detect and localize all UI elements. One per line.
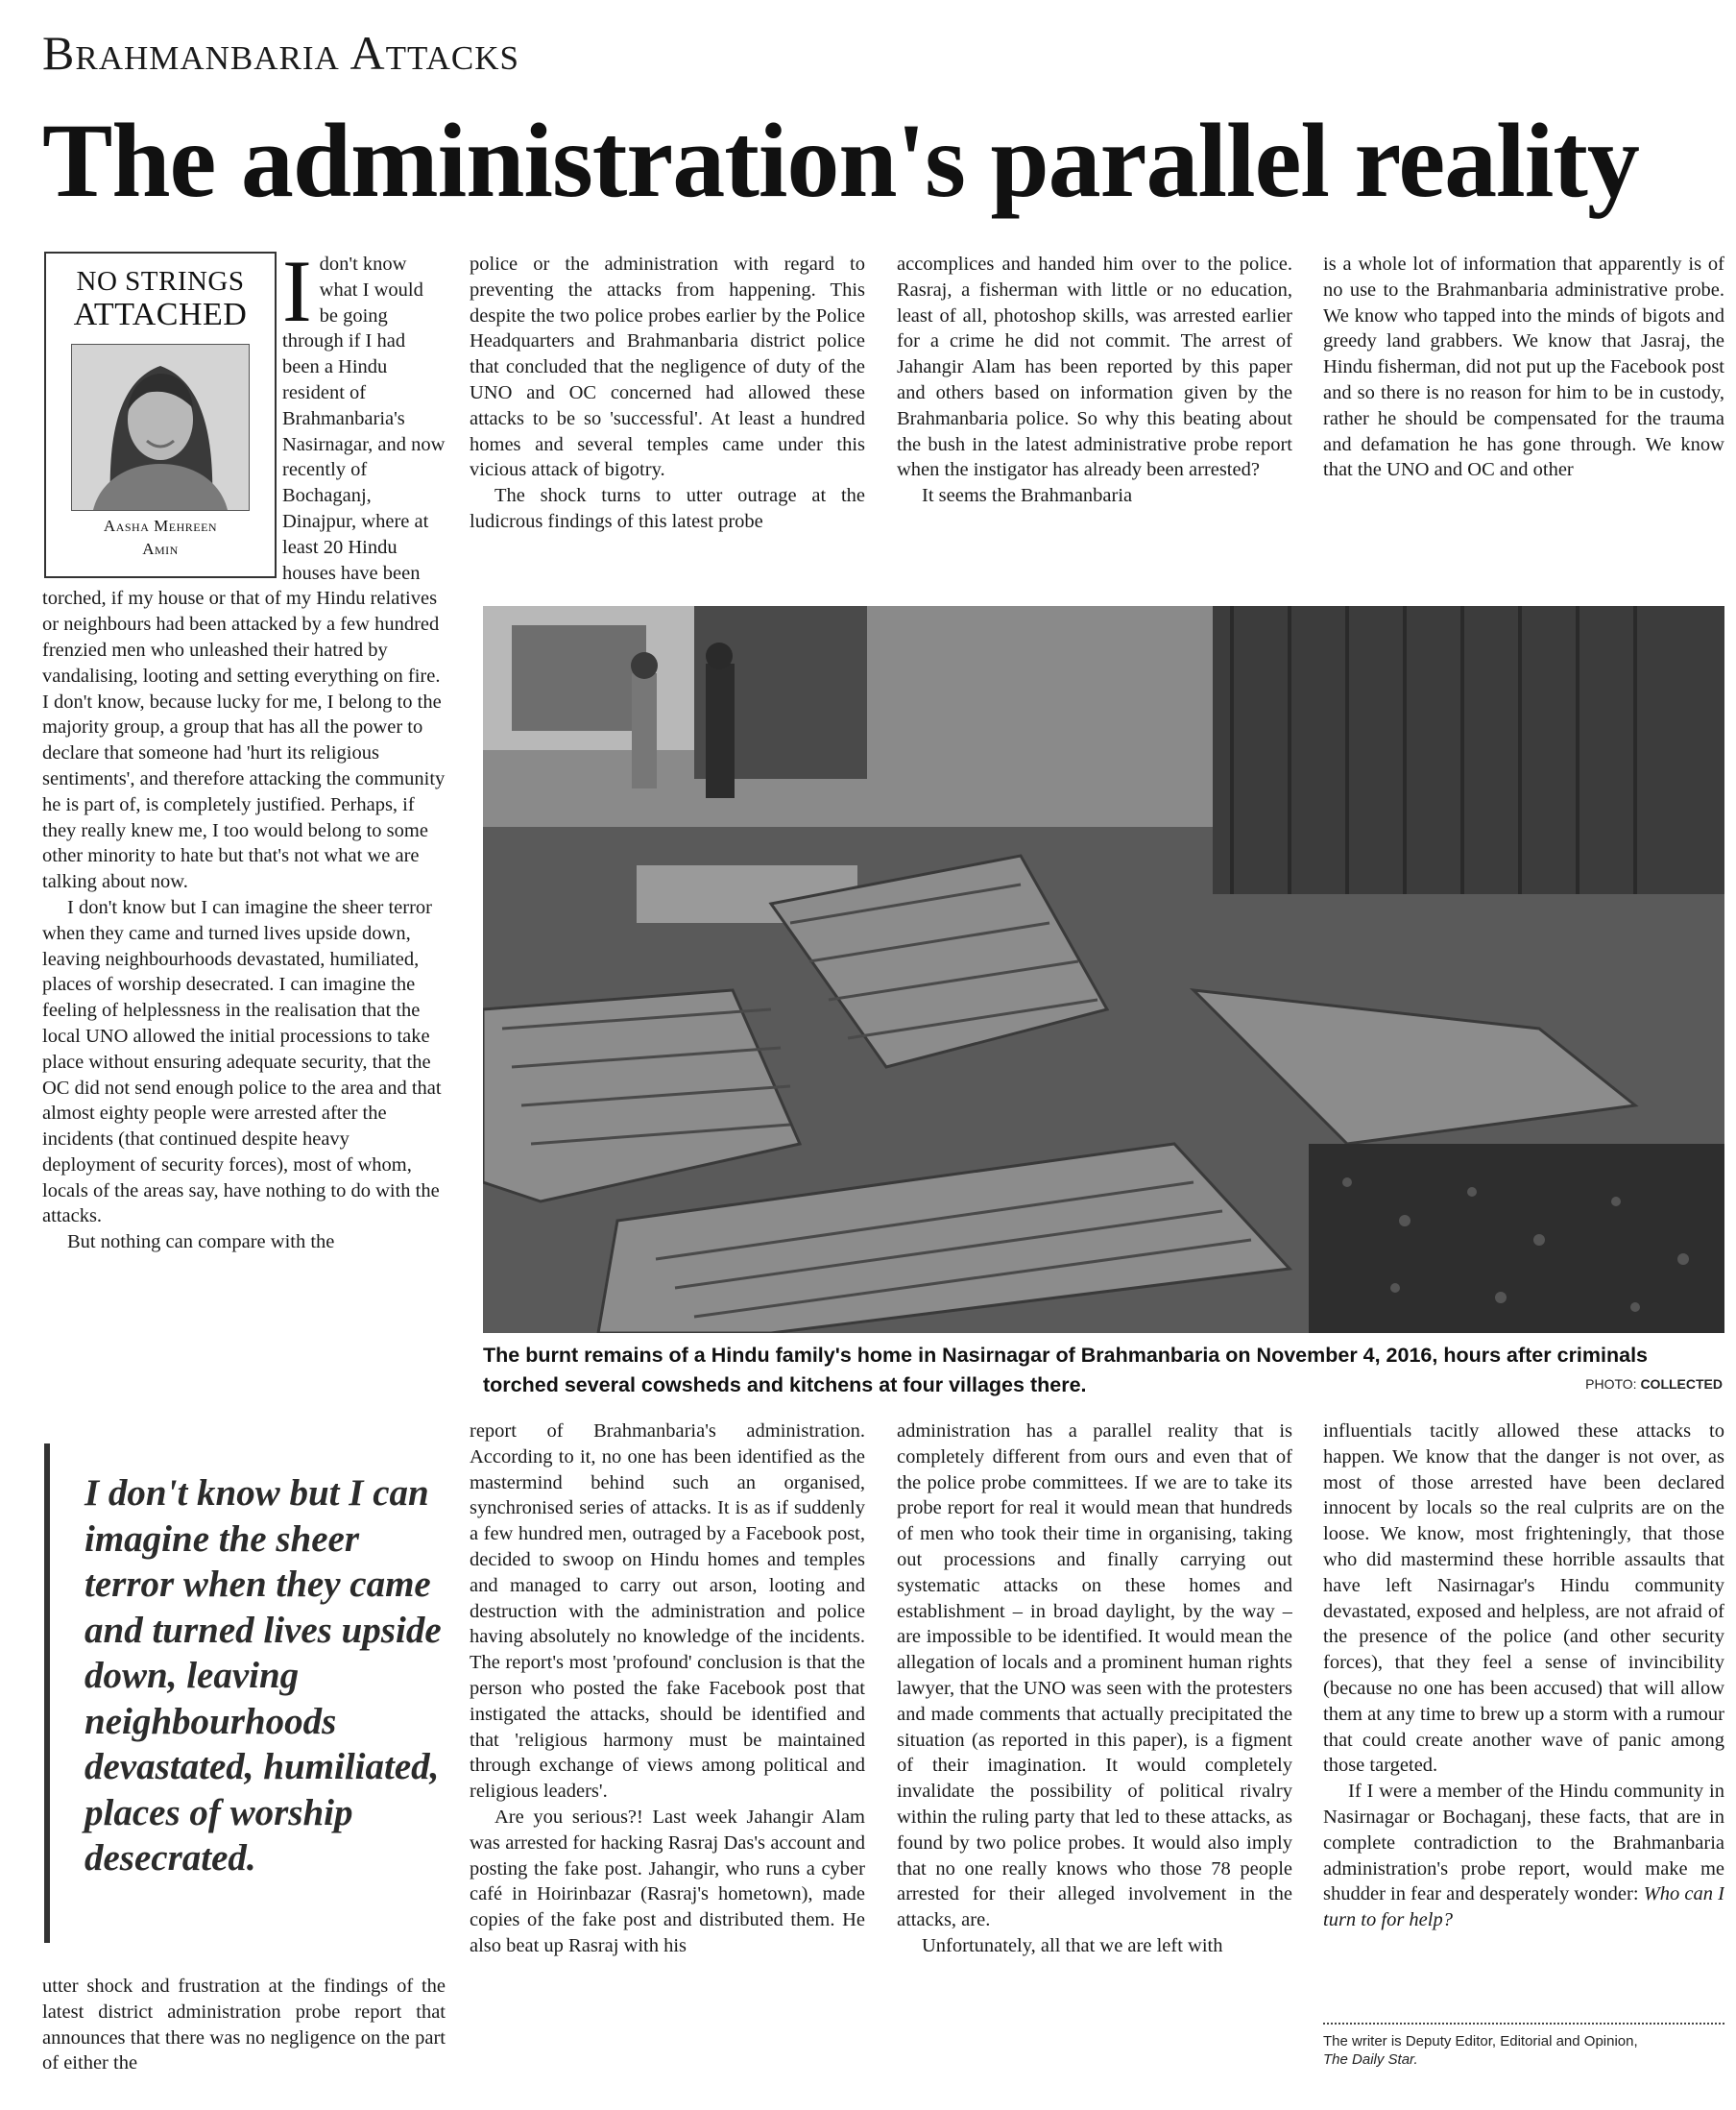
col3-bottom-paragraph-1: administration has a parallel reality that is completely different from ours and even that of the police probe committees. If we are to take its probe report for real it would mean that hundreds of men who took their time in organising, taking out processions and finally carrying out systematic attacks on these homes and establishment – in broad daylight, by the way – are impossible to be identified. It would mean the allegation of locals and a prominent human rights lawyer, that the UNO was seen with the protesters and made comments that actually precipitated the situation (as reported in this paper), is a figment of their imagination. It would completely invalidate the possibility of political rivalry within the ruling party that led to these attacks, as found by two police probes. It would also imply that no one really knows who those 78 people arrested for their alleged involvement in the attacks, are. xyxy=(897,1420,1292,1931)
writer-note-lead: The writer is Deputy Editor, Editorial and Opinion, xyxy=(1323,2033,1638,2049)
lead-paragraph-3: But nothing can compare with the xyxy=(67,1231,335,1253)
closing-question: Who can I turn to for help? xyxy=(1323,1883,1724,1931)
author-name xyxy=(46,515,275,561)
writer-note-publication: The Daily Star. xyxy=(1323,2051,1418,2068)
writer-note xyxy=(1323,2032,1724,2069)
drop-cap: I xyxy=(282,242,312,340)
pull-quote-text: I don't know but I can imagine the sheer terror when they came and turned lives upside down, leaving neighbourhoods devastated, humiliated, places of worship desecrated. xyxy=(84,1472,442,1879)
column-4-top xyxy=(1323,252,1724,559)
column-name-line-2: ATTACHED xyxy=(73,297,248,332)
writer-note-divider xyxy=(1323,2023,1724,2025)
col2-bottom-paragraph-1: report of Brahmanbaria's administration. According to it, no one has been identified as the mastermind behind such an organised, synchronised series of attacks. It is as if suddenly a few hundred men, outraged by a Facebook post, decided to swoop on Hindu homes and temples and managed to carry out arson, looting and destruction with the administration and police having absolutely no knowledge of the incidents. The report's most 'profound' conclusion is that the person who posted the fake Facebook post that instigated the attacks, should be identified and that 'religious harmony must be maintained through exchange of views among political and religious leaders'. xyxy=(470,1420,865,1803)
photo-caption: The burnt remains of a Hindu family's home in Nasirnagar of Brahmanbaria on November 4, 2016, hours after criminals torched several cowsheds and kitchens at four villages there. xyxy=(483,1344,1649,1396)
section-kicker: Brahmanbaria Attacks xyxy=(42,26,519,80)
col4-bottom-paragraph-2 xyxy=(1323,1779,1724,1933)
lead-paragraph-2: I don't know but I can imagine the sheer terror when they came and turned lives upside down, leaving neighbourhoods devastated, humiliated, places of worship desecrated. I can imagine the feeling of helplessness in the realisation that the local UNO allowed the initial processions to take place without ensuring adequate security, that the OC did not send enough police to the area and that almost eighty people were arrested after the incidents (that continued despite heavy deployment of security forces), most of whom, locals of the areas say, have nothing to do with the attacks. xyxy=(42,896,442,1227)
col2-top-paragraph-2: The shock turns to utter outrage at the ludicrous findings of this latest probe xyxy=(470,485,865,532)
col2-top-paragraph-1: police or the administration with regard to preventing the attacks from happening. This despite the two police probes earlier by the Police Headquarters and Brahmanbaria district police that concluded that the negligence of duty of the UNO and OC concerned had allowed these attacks to be so 'successful'. At least a hundred homes and several temples came under this vicious attack of bigotry. xyxy=(470,254,865,481)
col3-top-paragraph-2: It seems the Brahmanbaria xyxy=(922,485,1133,507)
col4-bottom-paragraph-2-text: If I were a member of the Hindu community in Nasirnagar or Bochaganj, these facts, that are in complete contradiction to the Brahmanbaria administration's probe report, would make me shudder in fear and desperately wonder: xyxy=(1323,1781,1724,1905)
column-3-top xyxy=(897,252,1292,559)
author-name-line-1: Aasha Mehreen xyxy=(103,517,218,535)
column-3-bottom xyxy=(897,1419,1292,2072)
photo-credit-source: COLLECTED xyxy=(1640,1376,1723,1392)
author-name-line-2: Amin xyxy=(142,540,179,558)
lead-paragraph-1-text: don't know what I would be going through if I had been a Hindu resident of Brahmanbaria's Nasirnagar, and now recently of Bochaganj, Dinajpur, where at least 20 Hindu houses have been torched, if my house or that of my Hindu relatives or neighbours had been attacked by a few hundred frenzied men who unleashed their hatred by vandalising, looting and setting everything on fire. I don't know, because lucky for me, I belong to the majority group, a group that has all the power to declare that someone had 'hurt its religious sentiments', and therefore attacking the community he is part of, is completely justified. Perhaps, if they really knew me, I too would belong to some other minority to hate but that's not what we are talking about now. xyxy=(42,254,446,893)
col3-bottom-paragraph-2: Unfortunately, all that we are left with xyxy=(922,1934,1223,1956)
column-4-bottom xyxy=(1323,1419,1724,2004)
col3-top-paragraph-1: accomplices and handed him over to the police. Rasraj, a fisherman with little or no education, least of all, photoshop skills, was arrested earlier for a crime he did not commit. The arrest of Jahangir Alam has been reported by this paper and others based on information given by the Brahmanbaria police. So why this beating about the bush in the latest administrative probe report when the instigator has already been arrested? xyxy=(897,254,1292,481)
column-2-top xyxy=(470,252,865,559)
photo-credit xyxy=(1585,1376,1723,1392)
column-2-bottom xyxy=(470,1419,865,2072)
column-name-line-1: NO STRINGS xyxy=(76,266,245,297)
photo-credit-label: PHOTO: xyxy=(1585,1376,1641,1392)
col2-bottom-paragraph-2: Are you serious?! Last week Jahangir Alam was arrested for hacking Rasraj Das's account and posting the fake post. Jahangir, who runs a cyber café in Hoirinbazar (Rasraj's hometown), made copies of the fake post and distributed them. He also beat up Rasraj with his xyxy=(470,1806,865,1956)
column-1-bottom: utter shock and frustration at the findings of the latest district administration probe report that announces that there was no negligence on the part of either the xyxy=(42,1976,446,2074)
column-name xyxy=(46,267,275,334)
article-photo xyxy=(483,606,1724,1333)
headline: The administration's parallel reality xyxy=(42,102,1639,219)
author-photo xyxy=(71,344,250,511)
column-box xyxy=(44,252,277,578)
col4-bottom-paragraph-1: influentials tacitly allowed these attacks to happen. We know that the danger is not over, as most of those arrested have been declared innocent by locals so the real culprits are on the loose. We know, most frighteningly, that those who did mastermind these horrible assaults that have left Nasirnagar's Hindu community devastated, exposed and helpless, are not afraid of the presence of the police (and other security forces), that they feel a sense of invincibility (because no one has been accused) that will allow them at any time to brew up a storm with a rumour that could create another wave of panic among those targeted. xyxy=(1323,1420,1724,1777)
pull-quote xyxy=(44,1443,447,1943)
col4-top-paragraph-1: is a whole lot of information that apparently is of no use to the Brahmanbaria administrative probe. We know who tapped into the minds of bigots and greedy land grabbers. We know that Jasraj, the Hindu fisherman, did not put up the Facebook post and so there is no reason for him to be in custody, rather he should be compensated for the trauma and defamation he has gone through. We know that the UNO and OC and other xyxy=(1323,254,1724,481)
